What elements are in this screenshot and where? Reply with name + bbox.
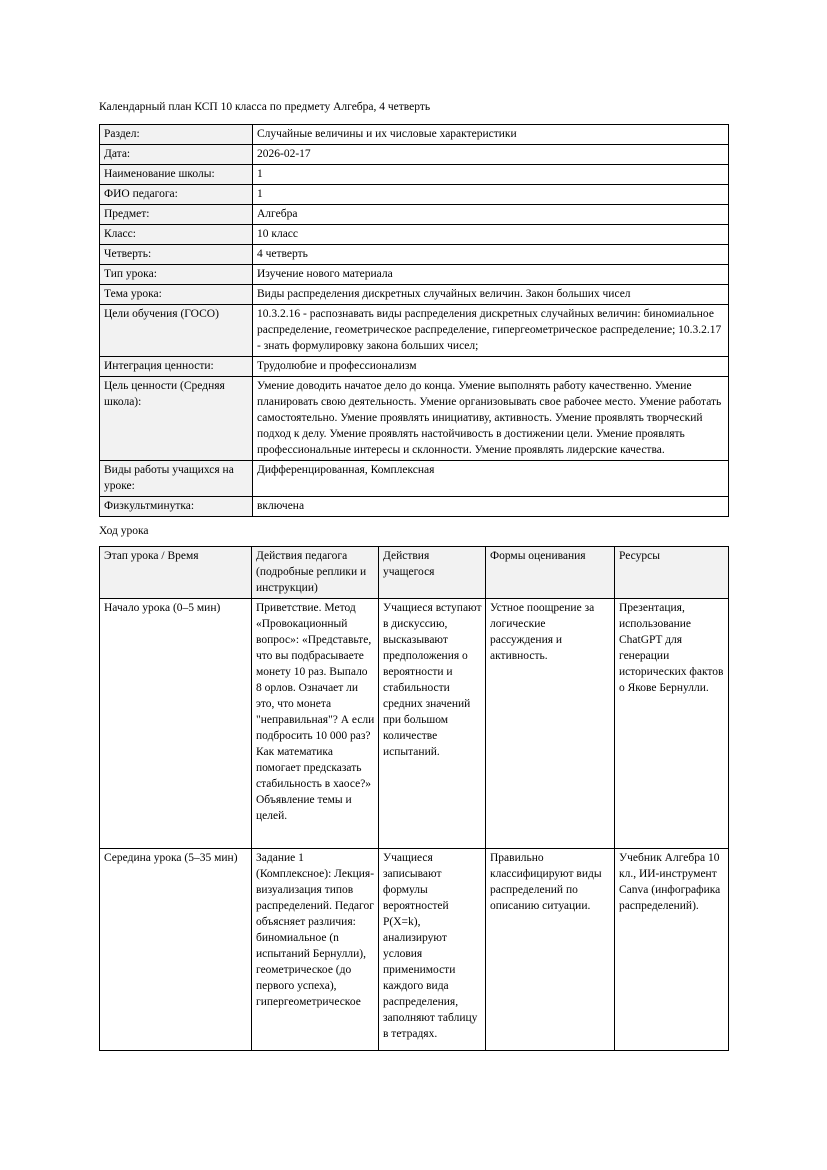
table-row: [100, 205, 729, 225]
info-value-work-types: Дифференцированная, Комплексная: [253, 461, 729, 497]
lesson-flow-table-body: [100, 599, 729, 1051]
column-header-student-actions: Действия учащегося: [379, 547, 486, 599]
info-value-value-integration: Трудолюбие и профессионализм: [253, 357, 729, 377]
info-label-value-goal: Цель ценности (Средняя школа):: [100, 377, 253, 461]
info-value-physical-break: включена: [253, 497, 729, 517]
page-title: Календарный план КСП 10 класса по предмету Алгебра, 4 четверть: [99, 101, 431, 113]
column-header-stage: Этап урока / Время: [100, 547, 252, 599]
info-value-razdel: Случайные величины и их числовые характеристики: [253, 125, 729, 145]
info-value-objectives: 10.3.2.16 - распознавать виды распределения дискретных случайных величин: биномиальное распределение, геометрическое распределение, гипергеометрическое распределение; 10.3.2.17 - знать формулировку закона больших чисел;: [253, 305, 729, 357]
cell-assessment-middle: Правильно классифицируют виды распределений по описанию ситуации.: [486, 849, 615, 1051]
section-heading-lesson-flow: Ход урока: [99, 525, 149, 537]
table-row: [100, 225, 729, 245]
document-content: [99, 99, 728, 1051]
info-label-topic: Тема урока:: [100, 285, 253, 305]
column-header-resources: Ресурсы: [615, 547, 729, 599]
table-row: [100, 125, 729, 145]
info-label-objectives: Цели обучения (ГОСО): [100, 305, 253, 357]
cell-assessment-start: Устное поощрение за логические рассуждения и активность.: [486, 599, 615, 849]
lesson-info-table: [99, 124, 729, 517]
info-value-value-goal: Умение доводить начатое дело до конца. Умение выполнять работу качественно. Умение планировать свою деятельность. Умение организовывать свое рабочее место. Умение работать самостоятельно. Умение проявлять инициативу, активность. Умение проявлять творческий подход к делу. Умение проявлять настойчивость в достижении цели. Умение проявлять профессиональные интересы и склонности. Умение проявлять лидерские качества.: [253, 377, 729, 461]
info-label-razdel: Раздел:: [100, 125, 253, 145]
info-label-data: Дата:: [100, 145, 253, 165]
info-value-subject: Алгебра: [253, 205, 729, 225]
info-label-work-types: Виды работы учащихся на уроке:: [100, 461, 253, 497]
info-label-teacher: ФИО педагога:: [100, 185, 253, 205]
table-row: [100, 497, 729, 517]
table-row: [100, 357, 729, 377]
info-label-grade: Класс:: [100, 225, 253, 245]
table-row: [100, 285, 729, 305]
table-row: [100, 599, 729, 849]
info-value-lesson-type: Изучение нового материала: [253, 265, 729, 285]
info-value-topic: Виды распределения дискретных случайных величин. Закон больших чисел: [253, 285, 729, 305]
info-label-subject: Предмет:: [100, 205, 253, 225]
info-label-physical-break: Физкультминутка:: [100, 497, 253, 517]
cell-stage-middle: Середина урока (5–35 мин): [100, 849, 252, 1051]
cell-teacher-start: Приветствие. Метод «Провокационный вопрос»: «Представьте, что вы подбрасываете монету 10 раз. Выпало 8 орлов. Означает ли это, что монета "неправильная"? А если подбросить 10 000 раз? Как математика помогает предсказать стабильность в хаосе?» Объявление темы и целей.: [252, 599, 379, 849]
table-row: [100, 145, 729, 165]
table-row: [100, 849, 729, 1051]
info-value-quarter: 4 четверть: [253, 245, 729, 265]
info-label-lesson-type: Тип урока:: [100, 265, 253, 285]
info-value-grade: 10 класс: [253, 225, 729, 245]
cell-stage-start: Начало урока (0–5 мин): [100, 599, 252, 849]
table-row: [100, 377, 729, 461]
column-header-teacher-actions: Действия педагога (подробные реплики и инструкции): [252, 547, 379, 599]
cell-resources-middle: Учебник Алгебра 10 кл., ИИ-инструмент Canva (инфографика распределений).: [615, 849, 729, 1051]
info-label-quarter: Четверть:: [100, 245, 253, 265]
lesson-flow-table-head: [100, 547, 729, 599]
column-header-assessment: Формы оценивания: [486, 547, 615, 599]
table-row: [100, 461, 729, 497]
cell-resources-start: Презентация, использование ChatGPT для генерации исторических фактов о Якове Бернулли.: [615, 599, 729, 849]
table-row: [100, 245, 729, 265]
lesson-flow-table: [99, 546, 729, 1051]
table-header-row: [100, 547, 729, 599]
cell-teacher-middle: Задание 1 (Комплексное): Лекция-визуализация типов распределений. Педагог объясняет различия: биномиальное (n испытаний Бернулли), геометрическое (до первого успеха), гипергеометрическое: [252, 849, 379, 1051]
info-value-school: 1: [253, 165, 729, 185]
cell-student-middle: Учащиеся записывают формулы вероятностей P(X=k), анализируют условия применимости каждого вида распределения, заполняют таблицу в тетрадях.: [379, 849, 486, 1051]
table-row: [100, 305, 729, 357]
table-row: [100, 165, 729, 185]
info-value-data: 2026-02-17: [253, 145, 729, 165]
info-value-teacher: 1: [253, 185, 729, 205]
info-label-value-integration: Интеграция ценности:: [100, 357, 253, 377]
lesson-info-table-body: [100, 125, 729, 517]
info-label-school: Наименование школы:: [100, 165, 253, 185]
cell-student-start: Учащиеся вступают в дискуссию, высказывают предположения о вероятности и стабильности средних значений при большом количестве испытаний.: [379, 599, 486, 849]
table-row: [100, 265, 729, 285]
table-row: [100, 185, 729, 205]
